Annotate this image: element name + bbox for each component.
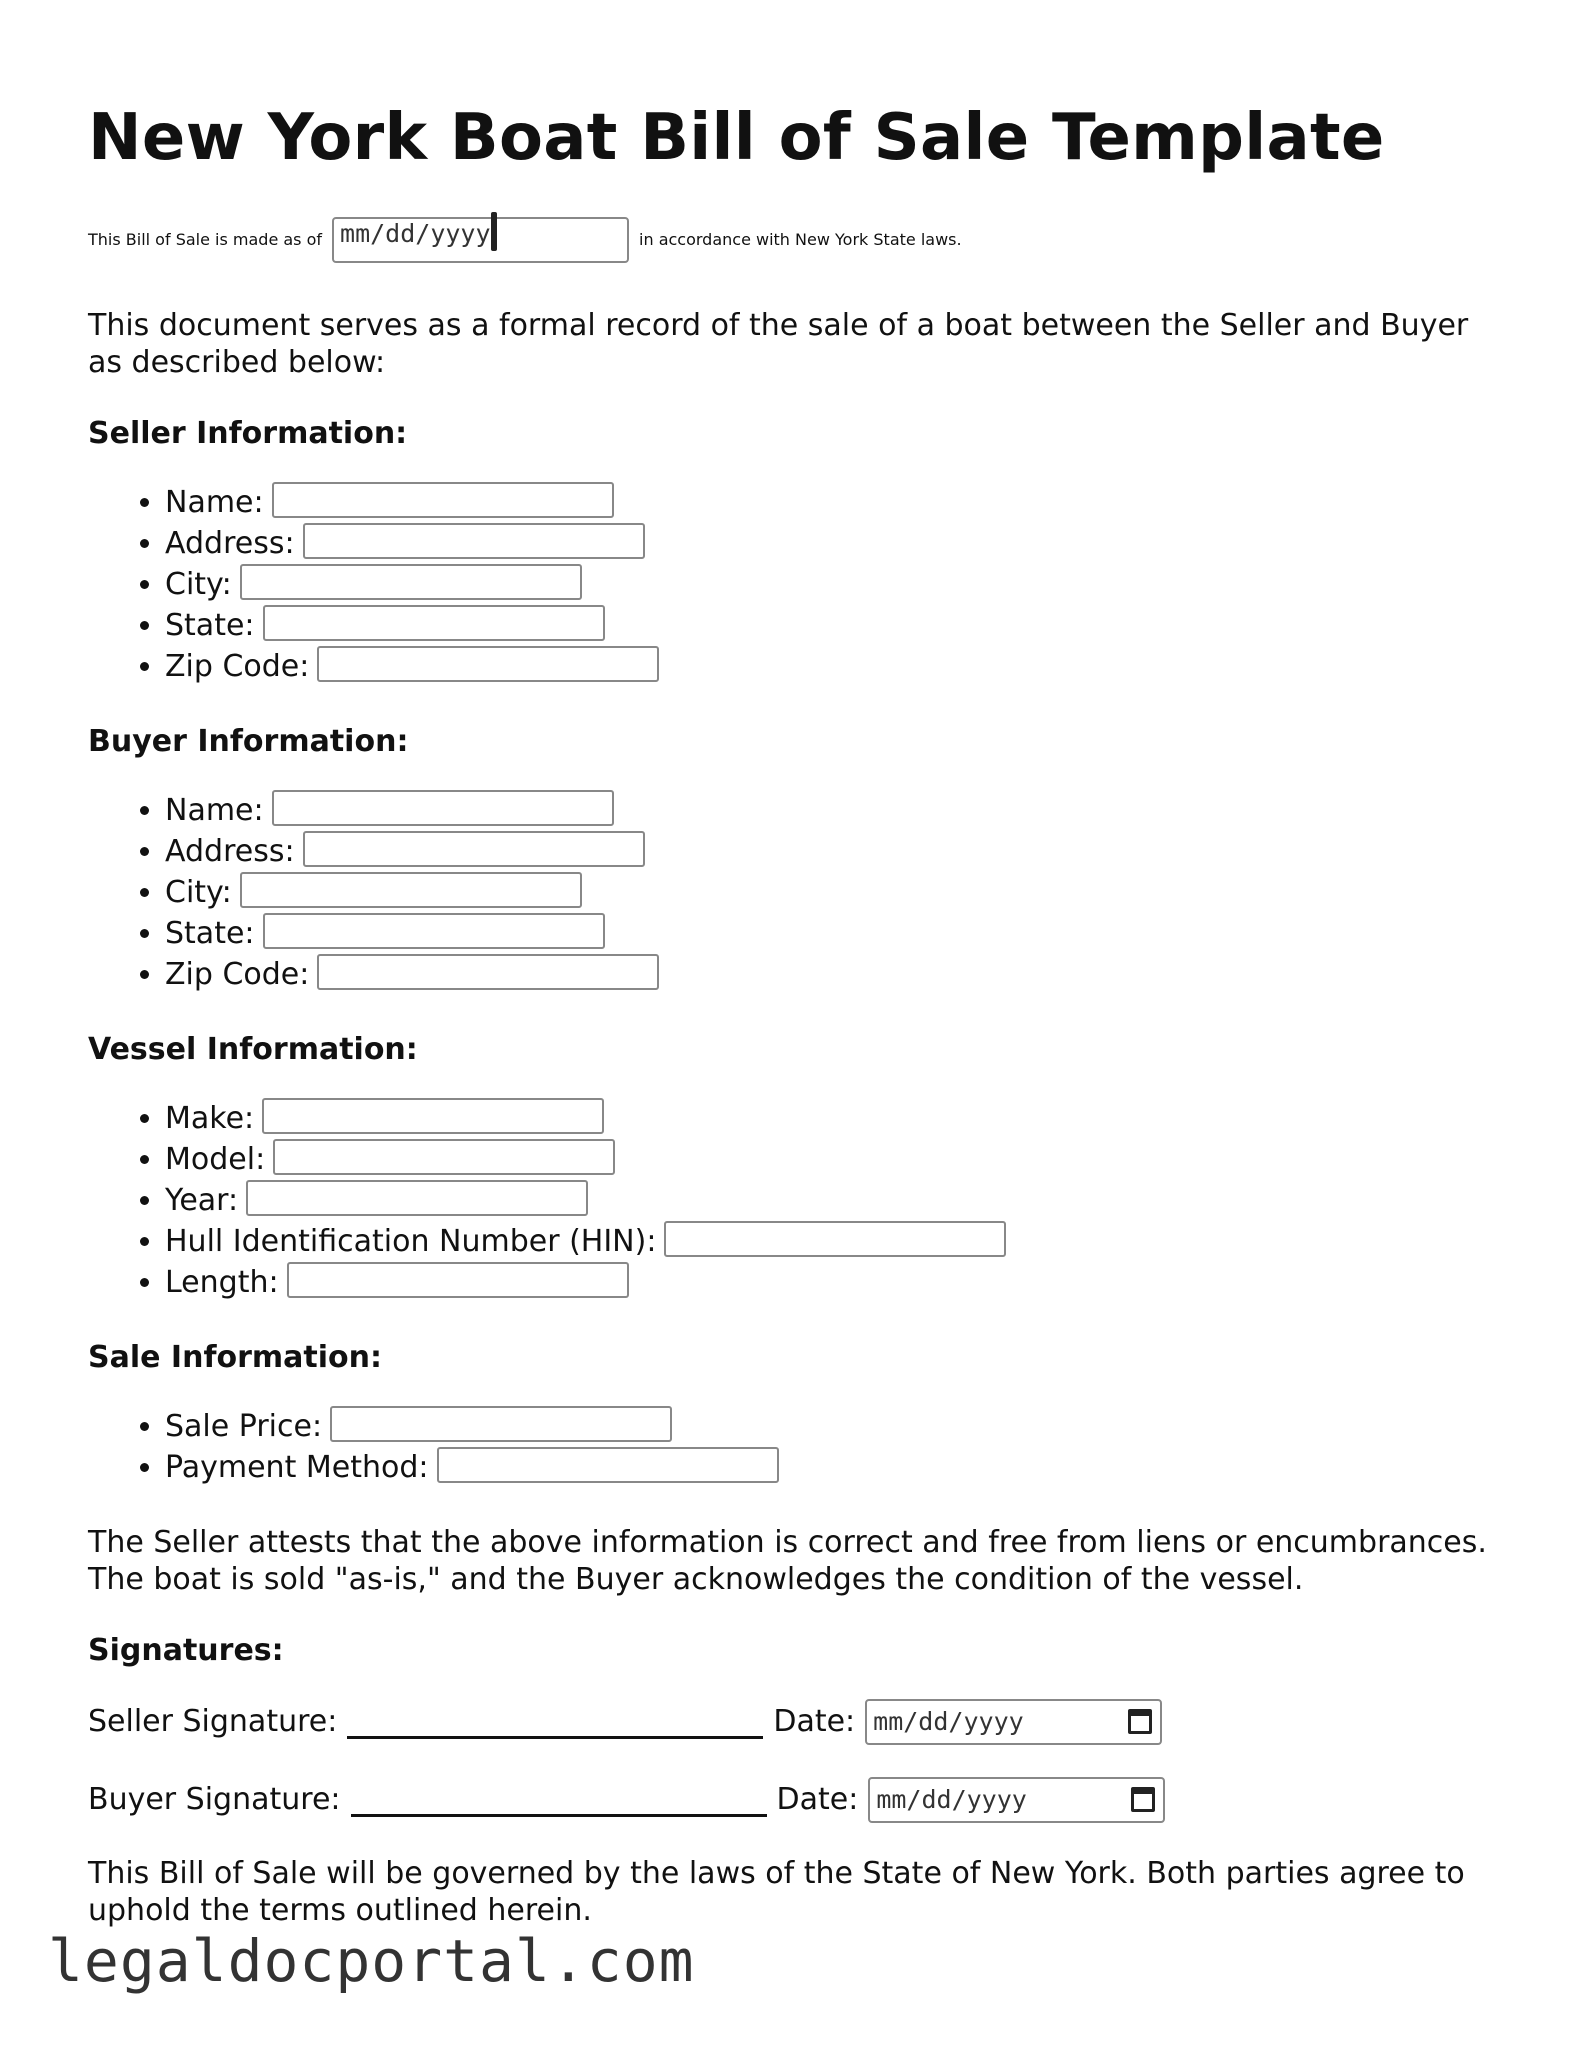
list-item xyxy=(165,1139,1508,1180)
vessel-heading: Vessel Information: xyxy=(88,1031,418,1067)
seller-address-label: Address: xyxy=(165,525,295,561)
list-item xyxy=(165,1447,1508,1488)
vessel-make-label: Make: xyxy=(165,1100,255,1136)
payment-method-label: Payment Method: xyxy=(165,1449,429,1485)
buyer-state-input[interactable] xyxy=(263,913,605,949)
buyer-state-label: State: xyxy=(165,915,255,951)
vessel-fields-list xyxy=(88,1098,1508,1303)
buyer-heading: Buyer Information: xyxy=(88,723,409,759)
list-item xyxy=(165,790,1508,831)
document-page xyxy=(88,100,1508,1963)
buyer-fields-list xyxy=(88,790,1508,995)
seller-heading: Seller Information: xyxy=(88,415,408,451)
list-item xyxy=(165,913,1508,954)
page-title: New York Boat Bill of Sale Template xyxy=(88,101,1385,175)
buyer-date-placeholder: mm/dd/yyyy xyxy=(876,1785,1027,1815)
buyer-city-input[interactable] xyxy=(240,872,582,908)
sale-price-label: Sale Price: xyxy=(165,1408,323,1444)
list-item xyxy=(165,1180,1508,1221)
list-item xyxy=(165,482,1508,523)
seller-zip-input[interactable] xyxy=(317,646,659,682)
intro-text-after: in accordance with New York State laws. xyxy=(639,230,962,250)
seller-signature-label: Seller Signature: xyxy=(88,1704,338,1740)
closing-paragraph: This Bill of Sale will be governed by the laws of the State of New York. Both parties agree to uphold the terms outlined herein. xyxy=(88,1855,1465,1928)
attestation-paragraph: The Seller attests that the above information is correct and free from liens or encumbrances. The boat is sold "as-is," and the Buyer acknowledges the condition of the vessel. xyxy=(88,1524,1487,1597)
vessel-make-input[interactable] xyxy=(262,1098,604,1134)
buyer-address-label: Address: xyxy=(165,833,295,869)
seller-city-input[interactable] xyxy=(240,564,582,600)
vessel-year-input[interactable] xyxy=(246,1180,588,1216)
vessel-year-label: Year: xyxy=(165,1182,239,1218)
seller-city-label: City: xyxy=(165,566,232,602)
seller-state-input[interactable] xyxy=(263,605,605,641)
buyer-zip-label: Zip Code: xyxy=(165,956,310,992)
list-item xyxy=(165,831,1508,872)
list-item xyxy=(165,523,1508,564)
list-item xyxy=(165,1262,1508,1303)
vessel-model-label: Model: xyxy=(165,1141,266,1177)
list-item xyxy=(165,872,1508,913)
seller-state-label: State: xyxy=(165,607,255,643)
seller-name-input[interactable] xyxy=(272,482,614,518)
seller-signature-line[interactable] xyxy=(347,1712,763,1739)
buyer-name-input[interactable] xyxy=(272,790,614,826)
payment-method-input[interactable] xyxy=(437,1447,779,1483)
calendar-icon[interactable] xyxy=(1131,1787,1155,1812)
vessel-model-input[interactable] xyxy=(273,1139,615,1175)
seller-date-label: Date: xyxy=(773,1704,856,1740)
seller-date-input[interactable] xyxy=(865,1699,1162,1745)
calendar-icon[interactable] xyxy=(491,212,497,251)
seller-signature-row xyxy=(88,1699,1508,1745)
seller-name-label: Name: xyxy=(165,484,264,520)
watermark: legaldocportal.com xyxy=(48,1927,695,1995)
sale-date-input[interactable] xyxy=(332,217,629,263)
buyer-date-input[interactable] xyxy=(868,1777,1165,1823)
seller-address-input[interactable] xyxy=(303,523,645,559)
calendar-icon[interactable] xyxy=(1128,1709,1152,1734)
buyer-city-label: City: xyxy=(165,874,232,910)
buyer-signature-label: Buyer Signature: xyxy=(88,1782,341,1818)
sale-date-placeholder: mm/dd/yyyy xyxy=(340,218,491,248)
sale-price-input[interactable] xyxy=(330,1406,672,1442)
signatures-heading: Signatures: xyxy=(88,1632,284,1668)
vessel-length-input[interactable] xyxy=(287,1262,629,1298)
seller-fields-list xyxy=(88,482,1508,687)
intro-line xyxy=(88,217,1508,263)
vessel-hin-label: Hull Identification Number (HIN): xyxy=(165,1223,657,1259)
list-item xyxy=(165,1221,1508,1262)
list-item xyxy=(165,564,1508,605)
buyer-zip-input[interactable] xyxy=(317,954,659,990)
buyer-address-input[interactable] xyxy=(303,831,645,867)
intro-text-before: This Bill of Sale is made as of xyxy=(88,230,323,250)
list-item xyxy=(165,1098,1508,1139)
list-item xyxy=(165,605,1508,646)
list-item xyxy=(165,646,1508,687)
buyer-signature-line[interactable] xyxy=(351,1790,767,1817)
buyer-date-label: Date: xyxy=(776,1782,859,1818)
buyer-signature-row xyxy=(88,1777,1508,1823)
seller-date-placeholder: mm/dd/yyyy xyxy=(873,1707,1024,1737)
seller-zip-label: Zip Code: xyxy=(165,648,310,684)
buyer-name-label: Name: xyxy=(165,792,264,828)
list-item xyxy=(165,954,1508,995)
description-paragraph: This document serves as a formal record of the sale of a boat between the Seller and Buyer as described below: xyxy=(88,307,1469,380)
list-item xyxy=(165,1406,1508,1447)
sale-fields-list xyxy=(88,1406,1508,1488)
sale-heading: Sale Information: xyxy=(88,1339,382,1375)
vessel-length-label: Length: xyxy=(165,1264,279,1300)
vessel-hin-input[interactable] xyxy=(664,1221,1006,1257)
